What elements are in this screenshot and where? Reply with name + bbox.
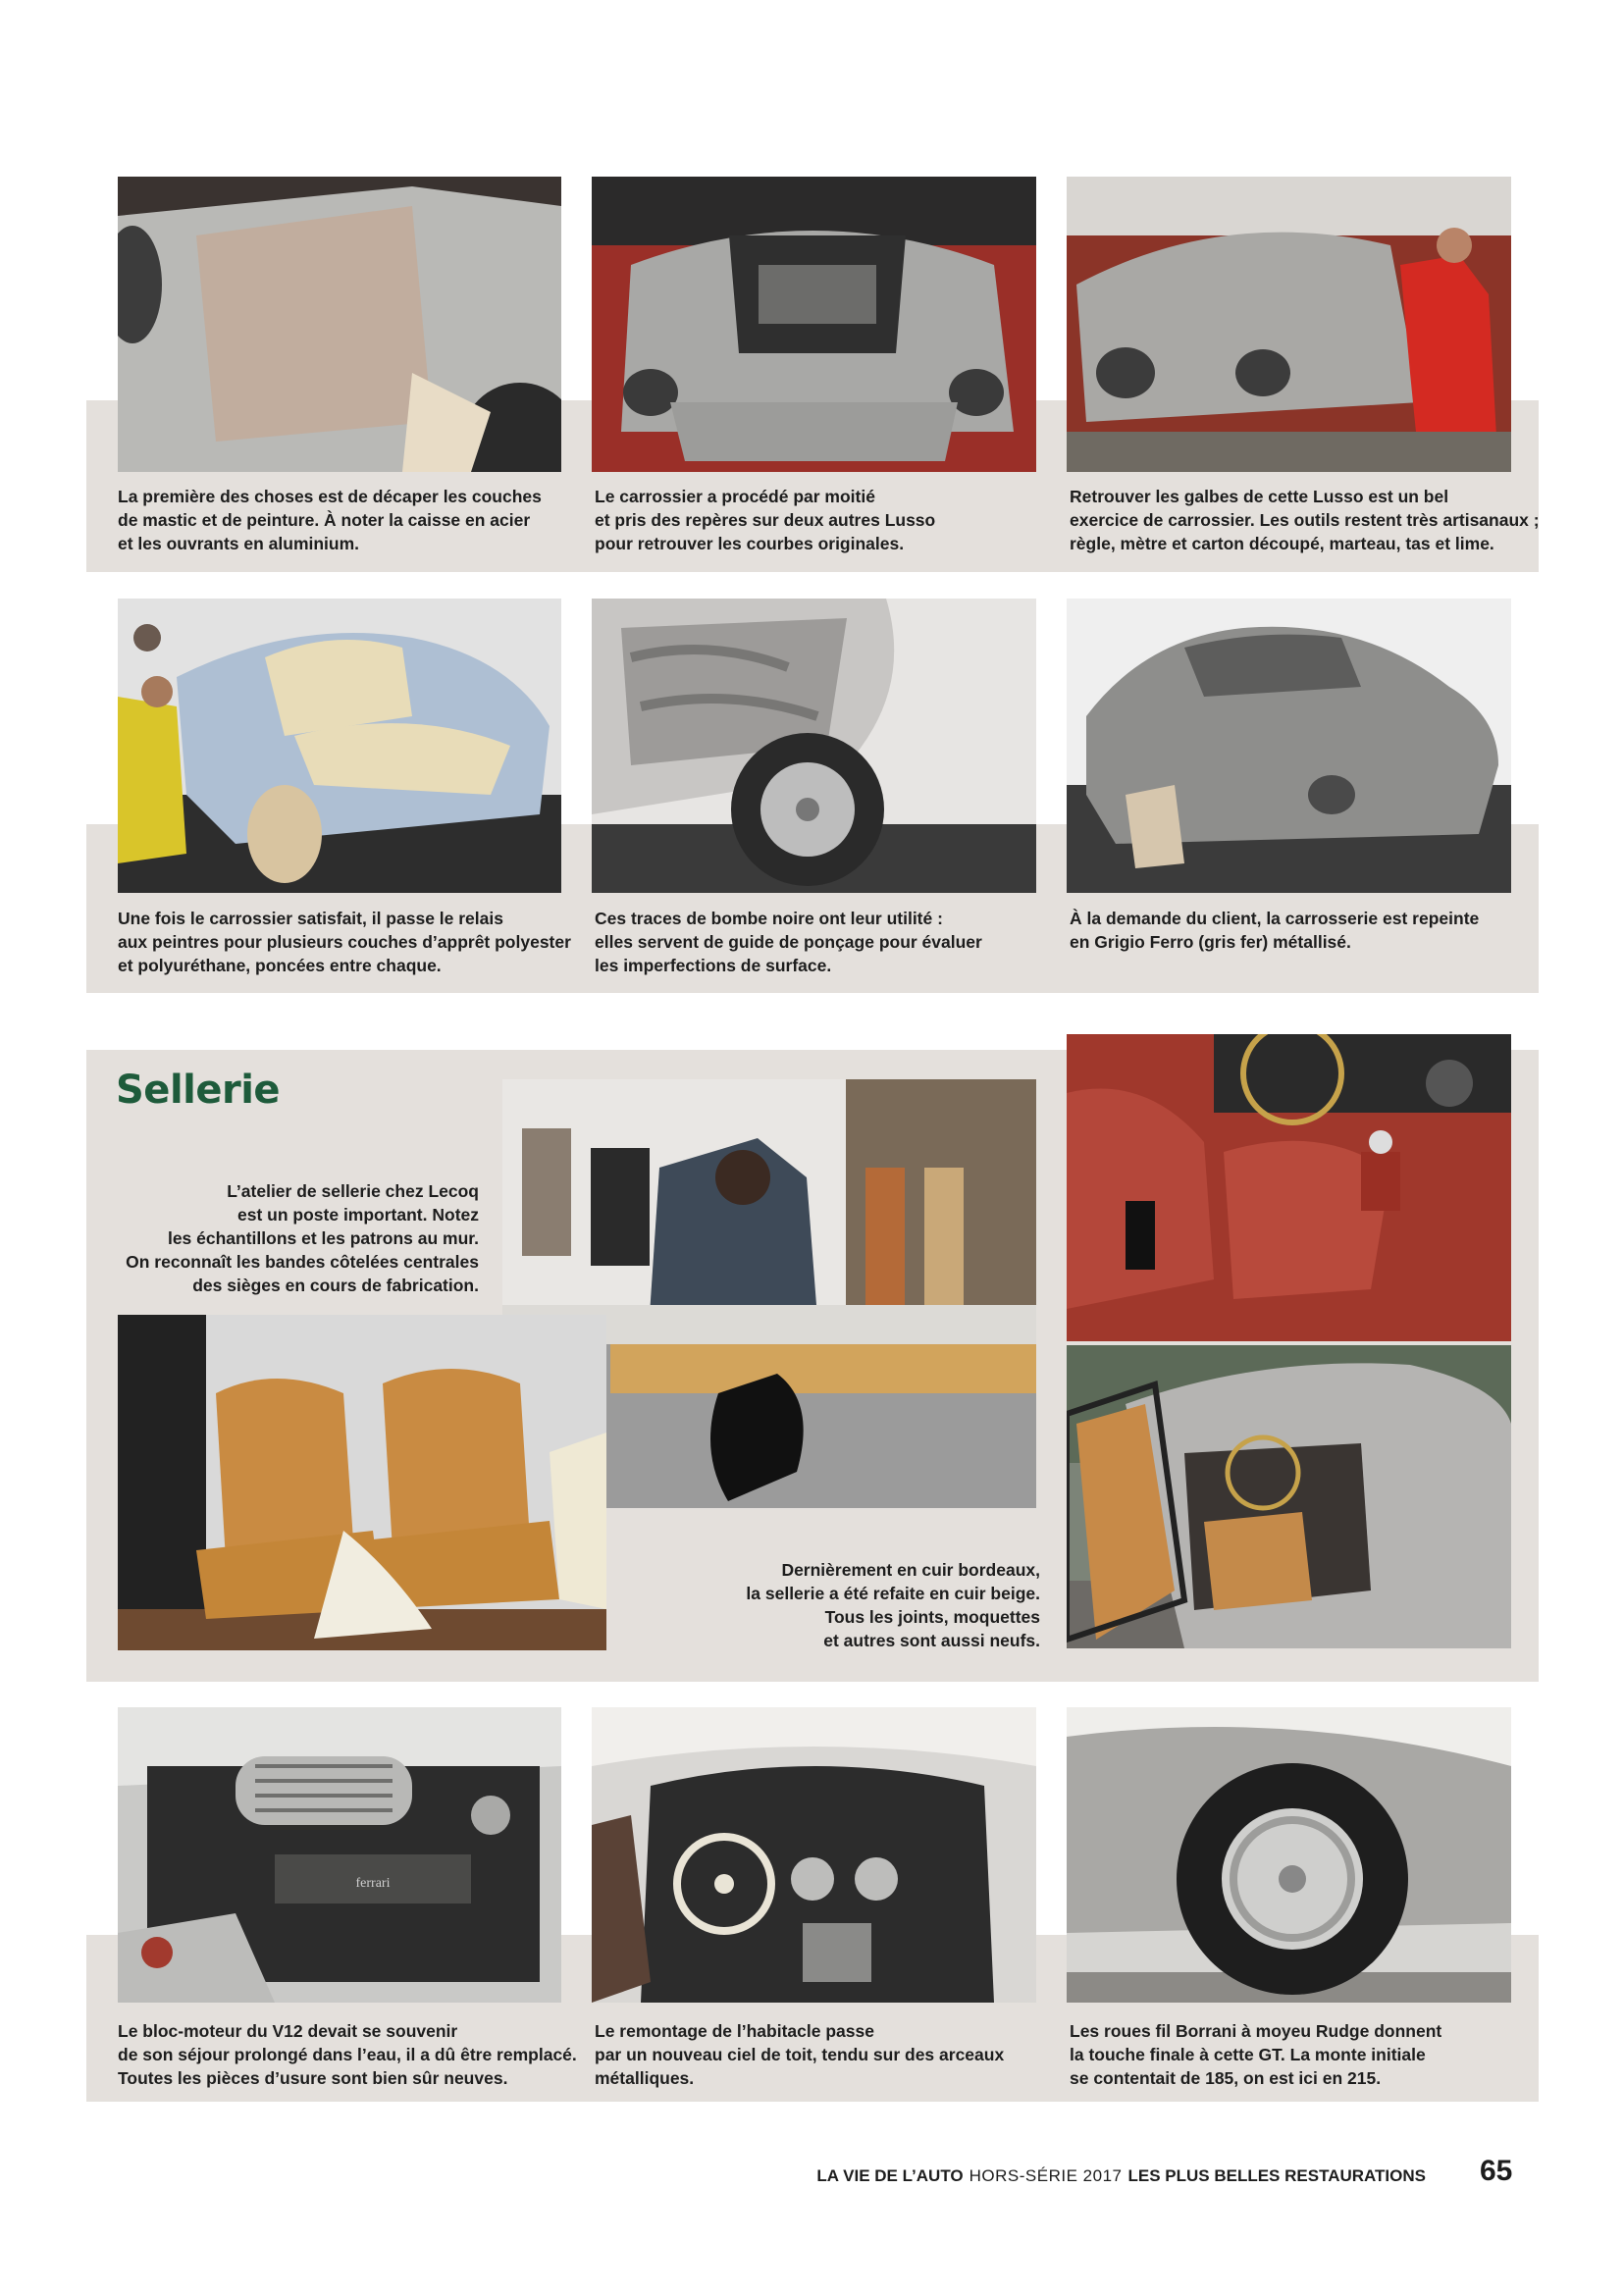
caption-beige-leather: Dernièrement en cuir bordeaux, la sellerie a été refaite en cuir beige. Tous les joints, moquettes et autres sont aussi neufs. (746, 1560, 1040, 1650)
caption-repaint: À la demande du client, la carrosserie est repeinte en Grigio Ferro (gris fer) métallisé. (1070, 909, 1480, 952)
photo-cabin-headliner (592, 1707, 1036, 2003)
magazine-name: LA VIE DE L’AUTO (816, 2166, 964, 2185)
photo-primer-painters (118, 599, 561, 893)
photo-v12-engine (118, 1707, 561, 2003)
engine-logo: ferrari (355, 1876, 391, 1891)
caption-upholstery-workshop: L’atelier de sellerie chez Lecoq est un poste important. Notez les échantillons et les patrons au mur. On reconnaît les bandes côtelées centrales des sièges en cours de fabrication. (126, 1181, 479, 1295)
section-title: Sellerie (116, 1068, 281, 1113)
page-number: 65 (1480, 2155, 1513, 2187)
photo-beige-interior-door-open (1067, 1345, 1511, 1648)
photo-bodywork-craftsman (1067, 177, 1511, 472)
photo-black-guide-coat (592, 599, 1036, 893)
series-title: LES PLUS BELLES RESTAURATIONS (1127, 2166, 1426, 2185)
photo-borrani-wheel (1067, 1707, 1511, 2003)
photo-beige-seats (118, 1315, 606, 1650)
caption-v12: Le bloc-moteur du V12 devait se souvenir de son séjour prolongé dans l’eau, il a dû être remplacé. Toutes les pièces d’usure sont bien sûr neuves. (118, 2021, 577, 2088)
caption-stripping: La première des choses est de décaper les couches de mastic et de peinture. À noter la caisse en acier et les ouvrants en aluminium. (118, 487, 542, 553)
photo-stripped-door (118, 177, 561, 472)
caption-wheels: Les roues fil Borrani à moyeu Rudge donnent la touche finale à cette GT. La monte initiale se contentait de 185, on est ici en 215. (1070, 2021, 1442, 2088)
issue-label: HORS-SÉRIE 2017 (969, 2166, 1123, 2185)
caption-halves: Le carrossier a procédé par moitié et pris des repères sur deux autres Lusso pour retrouver les courbes originales. (595, 487, 936, 553)
caption-headliner: Le remontage de l’habitacle passe par un nouveau ciel de toit, tendu sur des arceaux métalliques. (595, 2021, 1005, 2088)
photo-bordeaux-interior (1067, 1034, 1511, 1341)
caption-curves: Retrouver les galbes de cette Lusso est un bel exercice de carrossier. Les outils restent très artisanaux ; règle, mètre et carton découpé, marteau, tas et lime. (1070, 487, 1540, 553)
caption-guide-coat: Ces traces de bombe noire ont leur utilité : elles servent de guide de ponçage pour évaluer les imperfections de surface. (595, 909, 982, 975)
running-footer (816, 2166, 1426, 2186)
photo-engine-bay-front (592, 177, 1036, 472)
caption-primer: Une fois le carrossier satisfait, il passe le relais aux peintres pour plusieurs couches d’apprêt polyester et polyuréthane, poncées entre chaque. (118, 909, 571, 975)
photo-grigio-ferro-rear (1067, 599, 1511, 893)
